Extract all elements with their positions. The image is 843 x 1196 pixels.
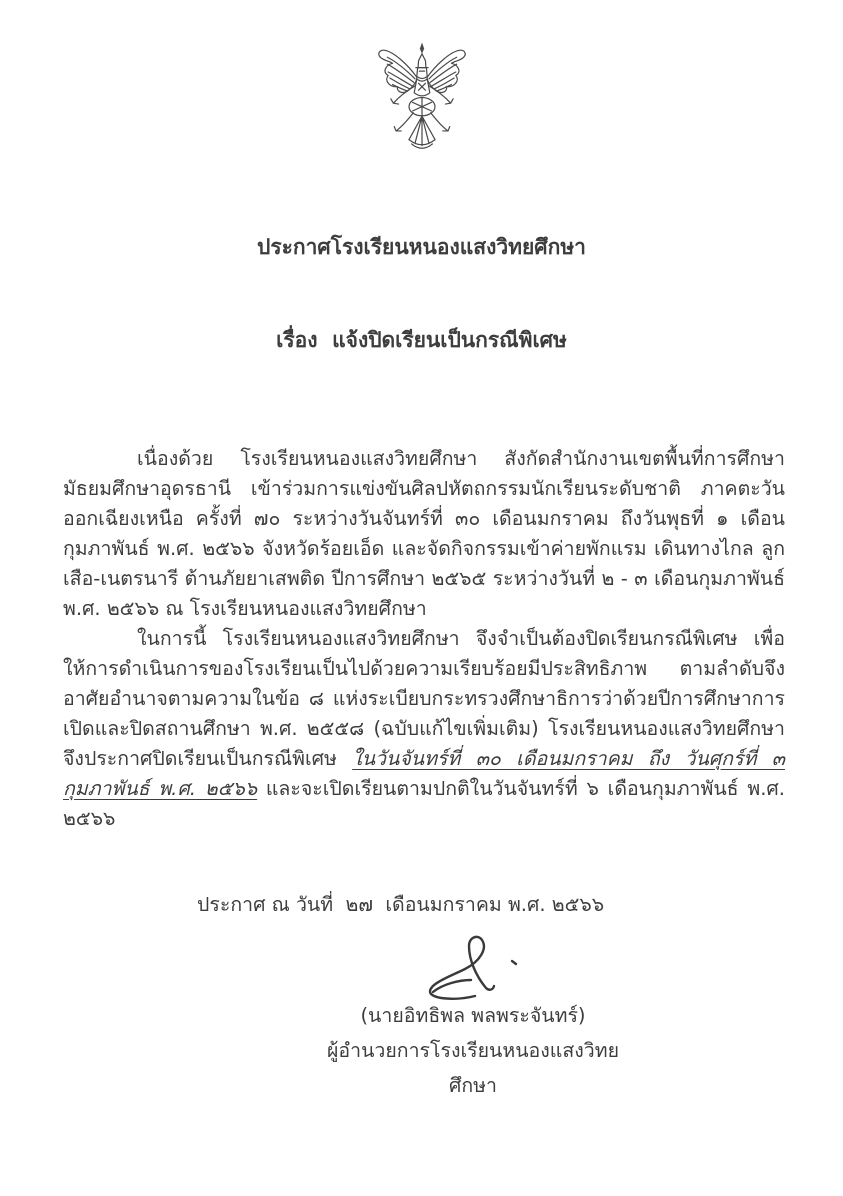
closure-dates-emphasis: ในวันจันทร์ที่ ๓๐ เดือนมกราคม ถึง วันศุกร์ที่ ๓ กุมภาพันธ์ พ.ศ. ๒๕๖๖ bbox=[63, 747, 785, 800]
signatory-position: ผู้อำนวยการโรงเรียนหนองแสงวิทยศึกษา bbox=[326, 1039, 620, 1097]
signatory-name: (นายอิทธิพล พลพระจันทร์) bbox=[360, 1004, 586, 1027]
signature-block bbox=[308, 930, 638, 1103]
paragraph-1: เนื่องด้วย โรงเรียนหนองแสงวิทยศึกษา สังกัดสำนักงานเขตพื้นที่การศึกษามัธยมศึกษาอุดรธานี เข้าร่วมการแข่งขันศิลปหัตถกรรมนักเรียนระดับชาติ ภาคตะวันออกเฉียงเหนือ ครั้งที่ ๗๐ ระหว่างวันจันทร์ที่ ๓๐ เดือนมกราคม ถึงวันพุธที่ ๑ เดือนกุมภาพันธ์ พ.ศ. ๒๕๖๖ จังหวัดร้อยเอ็ด และจัดกิจกรรมเข้าค่ายพักแรม เดินทางไกล ลูกเสือ-เนตรนารี ต้านภัยยาเสพติด ปีการศึกษา ๒๕๖๕ ระหว่างวันที่ ๒ - ๓ เดือนกุมภาพันธ์ พ.ศ. ๒๕๖๖ ณ โรงเรียนหนองแสงวิทยศึกษา bbox=[63, 447, 785, 620]
garuda-emblem-icon bbox=[370, 36, 474, 160]
signature-handwriting bbox=[419, 930, 527, 1002]
announcement-subject: เรื่อง แจ้งปิดเรียนเป็นกรณีพิเศษ bbox=[276, 328, 567, 352]
emblem-container bbox=[0, 0, 843, 164]
paragraph-2 bbox=[63, 624, 785, 834]
announcement-body bbox=[63, 444, 785, 834]
announcement-title: ประกาศโรงเรียนหนองแสงวิทยศึกษา bbox=[257, 235, 586, 259]
paragraph-2-lead: ในการนี้ โรงเรียนหนองแสงวิทยศึกษา จึงจำเป็นต้องปิดเรียนกรณีพิเศษ เพื่อให้การดำเนินการของโรงเรียนเป็นไปด้วยความเรียบร้อยมีประสิทธิภาพ ตามลำดับจึงอาศัยอำนาจตามความในข้อ ๘ แห่งระเบียบกระทรวงศึกษาธิการว่าด้วยปีการศึกษาการเปิดและปิดสถานศึกษา พ.ศ. ๒๕๕๘ (ฉบับแก้ไขเพิ่มเติม) โรงเรียนหนองแสงวิทยศึกษา จึงประกาศปิดเรียนเป็นกรณีพิเศษ bbox=[63, 627, 785, 770]
issued-date-line: ประกาศ ณ วันที่ ๒๗ เดือนมกราคม พ.ศ. ๒๕๖๖ bbox=[197, 893, 605, 916]
paragraph-2-tail: และจะเปิดเรียนตามปกติในวันจันทร์ที่ ๖ เดือนกุมภาพันธ์ พ.ศ. ๒๕๖๖ bbox=[63, 777, 785, 830]
